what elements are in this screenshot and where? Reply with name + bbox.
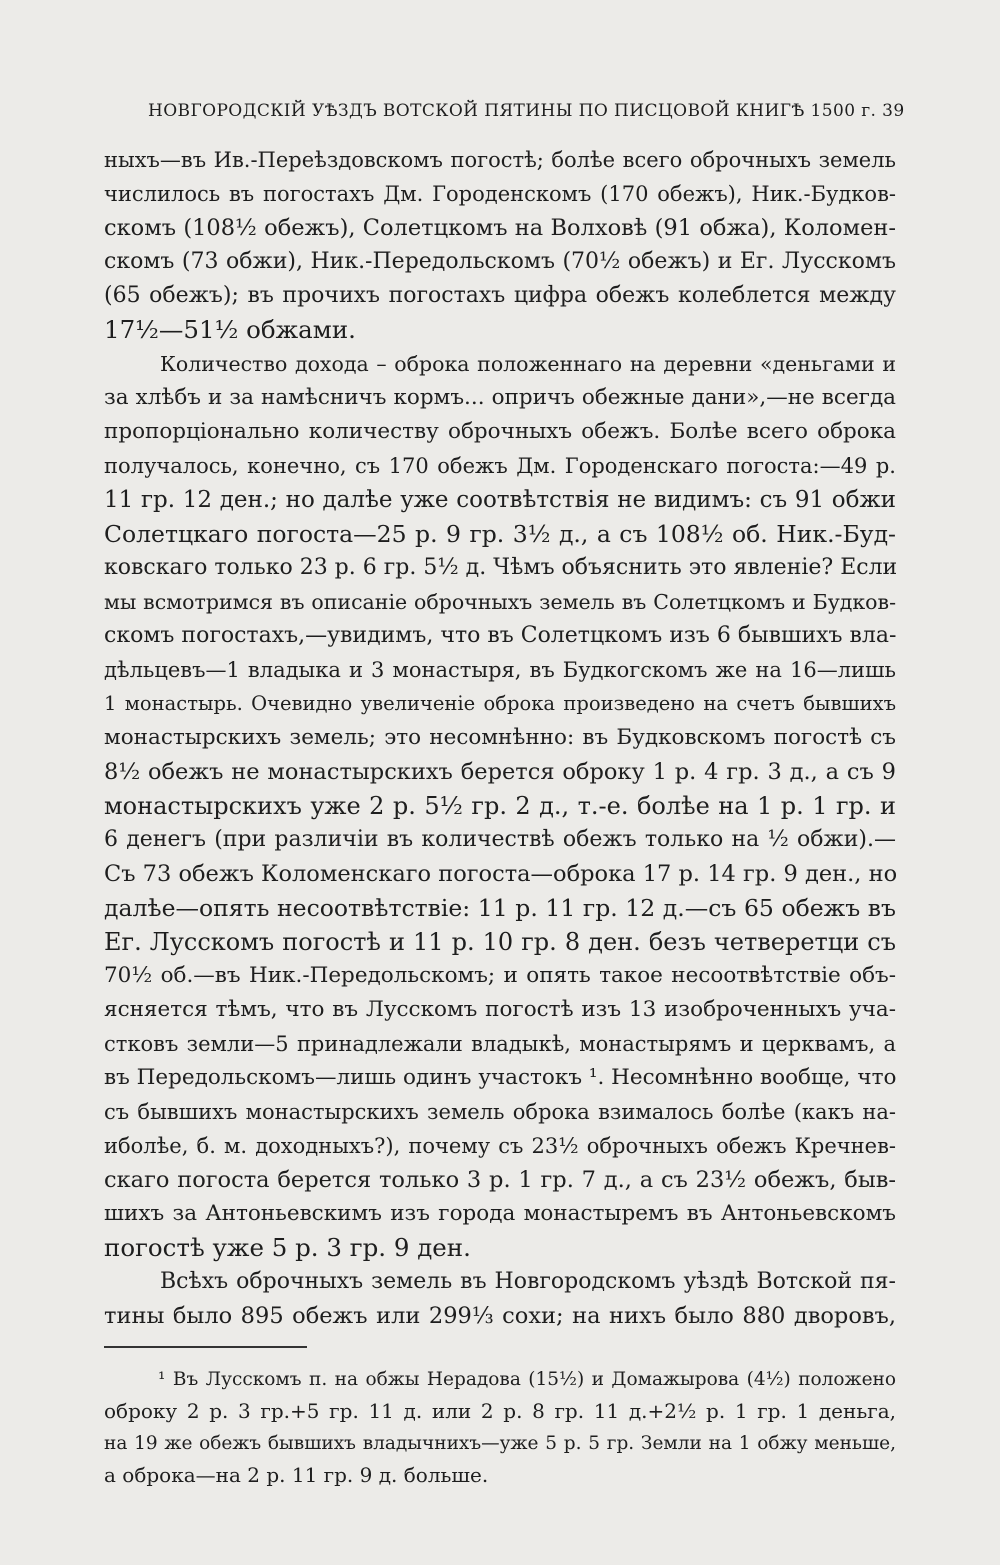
text-line: Съ 73 обежъ Коломенскаго погоста—оброка 17 р. 14 гр. 9 ден., но [104, 861, 898, 887]
text-line: Количество дохода – оброка положеннаго на деревни «деньгами и [160, 352, 896, 376]
text-line: 70½ об.—въ Ник.-Передольскомъ; и опять такое несоотвѣтствіе объ- [104, 963, 896, 988]
text-line: скомъ погостахъ,—увидимъ, что въ Солетцкомъ изъ 6 бывшихъ вла- [104, 623, 897, 648]
text-line: тины было 895 обежъ или 299⅓ сохи; на нихъ было 880 дворовъ, [104, 1303, 896, 1329]
footnote-line: ¹ Въ Лусскомъ п. на обжы Нерадова (15½) и Домажырова (4½) положено [158, 1369, 896, 1390]
text-line: 6 денегъ (при различіи въ количествѣ обежъ только на ½ обжи).— [104, 827, 896, 852]
text-line: далѣе—опять несоотвѣтствіе: 11 р. 11 гр. 12 д.—съ 65 обежъ въ [104, 894, 896, 922]
text-line: ныхъ—въ Ив.-Переѣздовскомъ погостѣ; болѣе всего оброчныхъ земель [104, 148, 896, 172]
text-line: погостѣ уже 5 р. 3 гр. 9 ден. [104, 1233, 471, 1262]
text-line: иболѣе, б. м. доходныхъ?), почему съ 23½ оброчныхъ обежъ Кречнев- [104, 1134, 896, 1158]
text-line: въ Передольскомъ—лишь одинъ участокъ ¹. Несомнѣнно вообще, что [104, 1065, 897, 1090]
text-line: монастырскихъ уже 2 р. 5½ гр. 2 д., т.-е. болѣе на 1 р. 1 гр. и [104, 792, 896, 820]
text-line: скомъ (73 обжи), Ник.-Передольскомъ (70½ обежъ) и Ег. Лусскомъ [104, 249, 896, 274]
footnote-line: на 19 же обежъ бывшихъ владычнихъ—уже 5 р. 5 гр. Земли на 1 обжу меньше, [104, 1433, 896, 1454]
text-line: шихъ за Антоньевскимъ изъ города монастыремъ въ Антоньевскомъ [104, 1201, 896, 1226]
running-head [148, 94, 904, 128]
text-line: Всѣхъ оброчныхъ земель въ Новгородскомъ уѣздѣ Вотской пя- [160, 1269, 896, 1294]
text-line: мы всмотримся въ описаніе оброчныхъ земель въ Солетцкомъ и Будков- [104, 590, 896, 614]
text-line: Ег. Лусскомъ погостѣ и 11 р. 10 гр. 8 ден. безъ четверетци съ [104, 928, 896, 956]
text-line: скомъ (108½ обежъ), Солетцкомъ на Волховѣ (91 обжа), Коломен- [104, 215, 896, 241]
text-line: ковскаго только 23 р. 6 гр. 5½ д. Чѣмъ объяснить это явленіе? Если [104, 555, 898, 580]
footnote-line: а оброка—на 2 р. 11 гр. 9 д. больше. [104, 1463, 489, 1487]
footnote-rule [104, 1346, 307, 1348]
footnote-line: оброку 2 р. 3 гр.+5 гр. 11 д. или 2 р. 8 гр. 11 д.+2½ р. 1 гр. 1 деньга, [104, 1399, 896, 1423]
text-line: стковъ земли—5 принадлежали владыкѣ, монастырямъ и церквамъ, а [104, 1032, 896, 1056]
text-line: скаго погоста берется только 3 р. 1 гр. 7 д., а съ 23½ обежъ, быв- [104, 1167, 896, 1193]
text-line: пропорціонально количеству оброчныхъ обежъ. Болѣе всего оброка [104, 419, 896, 444]
text-line: ясняется тѣмъ, что въ Лусскомъ погостѣ изъ 13 изоброченныхъ уча- [104, 997, 896, 1022]
text-line: за хлѣбъ и за намѣсничъ кормъ... опричъ обежные дани»,—не всегда [104, 385, 896, 410]
text-line: дѣльцевъ—1 владыка и 3 монастыря, въ Будкогскомъ же на 16—лишь [104, 658, 896, 682]
text-line: числилось въ погостахъ Дм. Городенскомъ (170 обежъ), Ник.-Будков- [104, 182, 896, 206]
running-title: НОВГОРОДСКІЙ УѢЗДЪ ВОТСКОЙ ПЯТИНЫ ПО ПИСЦОВОЙ КНИГѢ 1500 г. [148, 101, 877, 121]
text-line: Солетцкаго погоста—25 р. 9 гр. 3½ д., а съ 108½ об. Ник.-Буд- [104, 520, 896, 548]
text-line: 8½ обежъ не монастырскихъ берется оброку 1 р. 4 гр. 3 д., а съ 9 [104, 759, 896, 785]
text-line: съ бывшихъ монастырскихъ земель оброка взималось болѣе (какъ на- [104, 1100, 896, 1124]
text-line: получалось, конечно, съ 170 обежъ Дм. Городенскаго погоста:—49 р. [104, 454, 896, 478]
text-line: монастырскихъ земель; это несомнѣнно: въ Будковскомъ погостѣ съ [104, 725, 896, 750]
text-line: 11 гр. 12 ден.; но далѣе уже соотвѣтствія не видимъ: съ 91 обжи [104, 487, 896, 513]
text-line: 17½—51½ обжами. [104, 315, 356, 344]
text-line: (65 обежъ); въ прочихъ погостахъ цифра обежъ колеблется между [104, 283, 896, 308]
text-line: 1 монастырь. Очевидно увеличеніе оброка произведено на счетъ бывшихъ [104, 692, 896, 715]
page-number: 39 [882, 101, 905, 121]
